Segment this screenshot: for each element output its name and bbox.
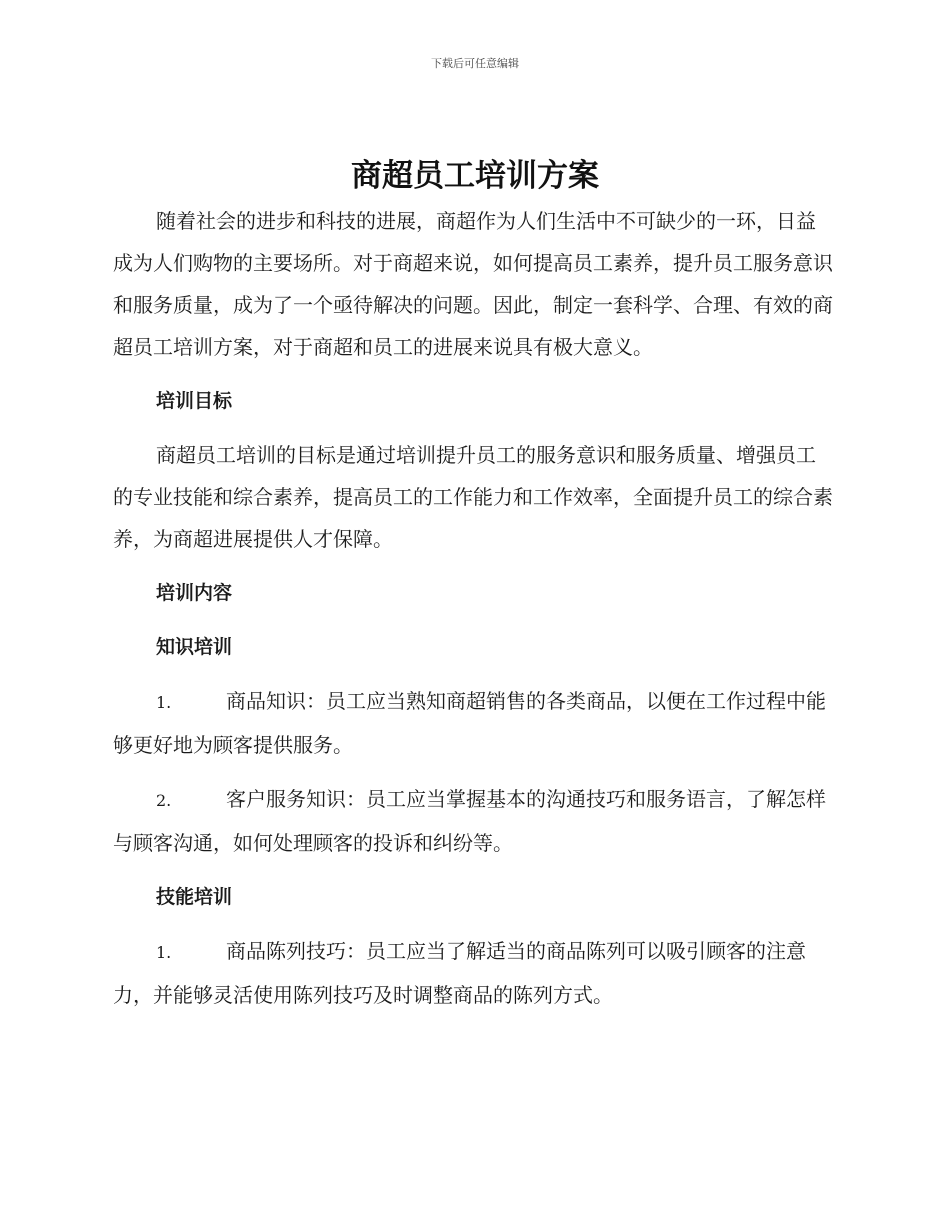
list-item	[113, 680, 833, 766]
list-item	[113, 778, 833, 864]
list-item-text: 客户服务知识：员工应当掌握基本的沟通技巧和服务语言，了解怎样与顾客沟通，如何处理顾客的投诉和纠纷等。	[113, 787, 826, 855]
goal-paragraph: 商超员工培训的目标是通过培训提升员工的服务意识和服务质量、增强员工的专业技能和综合素养，提高员工的工作能力和工作效率，全面提升员工的综合素养，为商超进展提供人才保障。	[113, 443, 833, 551]
section-heading-goal: 培训目标	[156, 390, 233, 412]
document-title: 商超员工培训方案	[351, 158, 599, 194]
section-heading-content: 培训内容	[156, 582, 233, 604]
list-item-text: 商品知识：员工应当熟知商超销售的各类商品，以便在工作过程中能够更好地为顾客提供服务。	[113, 689, 826, 757]
list-item	[113, 930, 833, 1016]
subsection-heading-knowledge: 知识培训	[156, 636, 233, 658]
intro-paragraph: 随着社会的进步和科技的进展，商超作为人们生活中不可缺少的一环，日益成为人们购物的主要场所。对于商超来说，如何提高员工素养，提升员工服务意识和服务质量，成为了一个亟待解决的问题。因此，制定一套科学、合理、有效的商超员工培训方案，对于商超和员工的进展来说具有极大意义。	[113, 209, 833, 359]
list-item-number: 1.	[156, 943, 172, 962]
list-item-number: 2.	[156, 791, 172, 810]
list-item-number: 1.	[156, 693, 172, 712]
header-note: 下载后可任意编辑	[431, 57, 519, 70]
subsection-heading-skills: 技能培训	[156, 886, 233, 908]
list-item-text: 商品陈列技巧：员工应当了解适当的商品陈列可以吸引顾客的注意力，并能够灵活使用陈列技巧及时调整商品的陈列方式。	[113, 939, 806, 1007]
document-body	[113, 200, 833, 1028]
